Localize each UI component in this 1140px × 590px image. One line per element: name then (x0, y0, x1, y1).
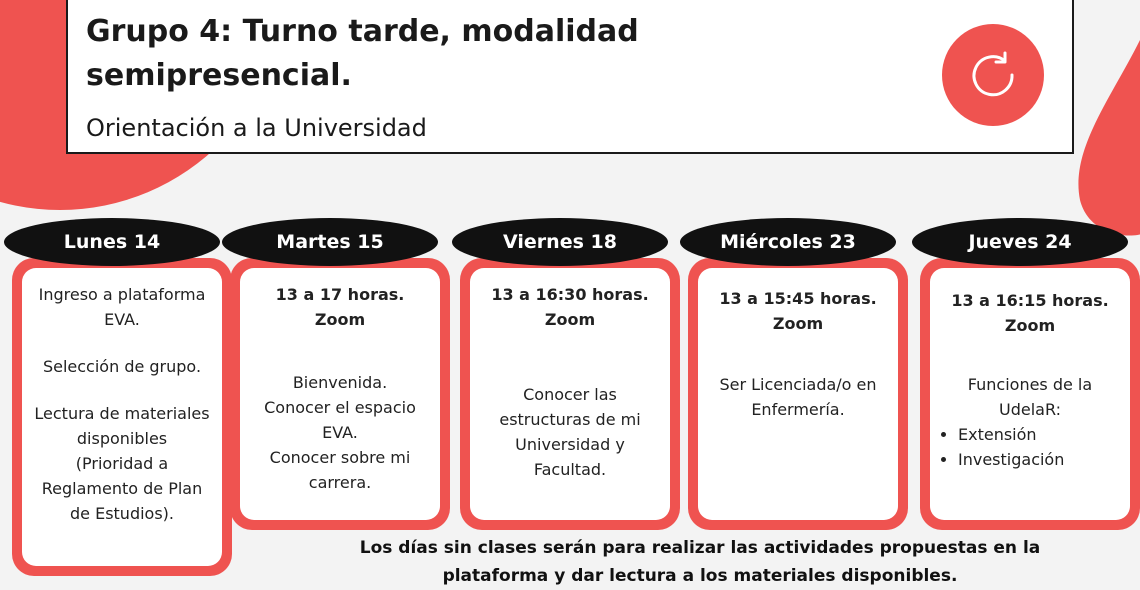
activity-line: Facultad. (533, 460, 607, 479)
footer-line-2: plataforma y dar lectura a los materiales disponibles. (442, 566, 958, 586)
activity-line: estructuras de mi (499, 410, 641, 429)
list-item: • Extensión (958, 422, 1124, 447)
day-card (460, 258, 680, 530)
activity-line: Ingreso a plataforma (38, 285, 206, 304)
day-card (920, 258, 1140, 530)
activity-line: Conocer sobre mi (269, 448, 411, 467)
page-subtitle: Orientación a la Universidad (86, 114, 427, 142)
activity-line: Reglamento de Plan (41, 479, 203, 498)
activity-line: Conocer las (523, 385, 617, 404)
day-card (230, 258, 450, 530)
footer-note (300, 534, 1100, 590)
footer-line-1: Los días sin clases serán para realizar las actividades propuestas en la (359, 538, 1041, 558)
activity-line: EVA. (104, 310, 140, 329)
activity-line: de Estudios). (70, 504, 174, 523)
activity-line: Enfermería. (751, 400, 845, 419)
day-card (12, 258, 232, 576)
activity-line: Lectura de materiales (34, 404, 210, 423)
activity-line: Funciones de la (967, 375, 1093, 394)
day-label: Jueves 24 (912, 218, 1128, 266)
header-card (66, 0, 1074, 154)
day-card-content (698, 268, 898, 520)
day-label: Miércoles 23 (680, 218, 896, 266)
session-mode: Zoom (544, 310, 596, 329)
activity-line: Conocer el espacio (264, 398, 416, 417)
activity-line: Bienvenida. (292, 373, 388, 392)
activity-line: Ser Licenciada/o en (719, 375, 877, 394)
day-card-content (240, 268, 440, 520)
activity-line: carrera. (308, 473, 372, 492)
session-time: 13 a 16:15 horas. (951, 291, 1109, 310)
day-label: Viernes 18 (452, 218, 668, 266)
session-time: 13 a 15:45 horas. (719, 289, 877, 308)
title-line-1: Grupo 4: Turno tarde, modalidad (86, 14, 639, 49)
day-label: Martes 15 (222, 218, 438, 266)
activity-line: Universidad y (515, 435, 625, 454)
day-card-content (930, 268, 1130, 520)
day-card (688, 258, 908, 530)
session-mode: Zoom (1004, 316, 1056, 335)
activity-line: Selección de grupo. (42, 357, 202, 376)
session-time: 13 a 17 horas. (275, 285, 405, 304)
refresh-icon (965, 47, 1021, 103)
activity-line: EVA. (322, 423, 358, 442)
bullet-list (936, 422, 1124, 472)
day-card-content (22, 268, 222, 566)
day-card-content (470, 268, 670, 520)
page-title (86, 10, 886, 98)
activity-line: UdelaR: (999, 400, 1061, 419)
session-mode: Zoom (314, 310, 366, 329)
list-item: • Investigación (958, 447, 1124, 472)
activity-line: (Prioridad a (75, 454, 169, 473)
session-time: 13 a 16:30 horas. (491, 285, 649, 304)
session-mode: Zoom (772, 314, 824, 333)
title-line-2: semipresencial. (86, 58, 352, 93)
day-label: Lunes 14 (4, 218, 220, 266)
activity-line: disponibles (76, 429, 168, 448)
refresh-button[interactable] (942, 24, 1044, 126)
